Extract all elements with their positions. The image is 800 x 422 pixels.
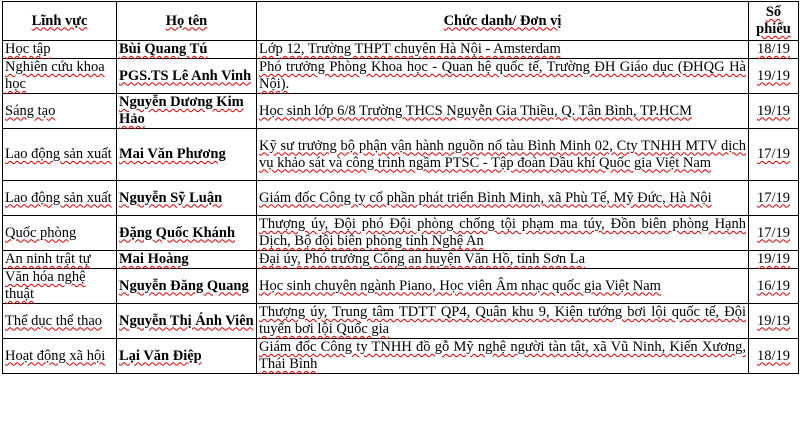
cell-name [117, 269, 257, 304]
table-row [3, 181, 799, 216]
cell-title-text: Thượng úy, Trung tâm TDTT QP4, Quân khu 9, Kiện tướng bơi lội quốc tế, Đội tuyển bơi lội Quốc gia [259, 304, 746, 337]
cell-field [3, 216, 117, 251]
awards-table [2, 1, 799, 374]
cell-field [3, 94, 117, 129]
table-row [3, 59, 799, 94]
cell-field [3, 59, 117, 94]
cell-votes [749, 216, 799, 251]
cell-votes [749, 339, 799, 374]
table-row [3, 41, 799, 59]
cell-name [117, 216, 257, 251]
cell-votes [749, 304, 799, 339]
cell-votes [749, 41, 799, 59]
cell-name-text: Nguyễn Thị Ánh Viên [119, 312, 254, 329]
cell-title [257, 181, 749, 216]
cell-votes-text: 19/19 [756, 102, 791, 119]
cell-name [117, 41, 257, 59]
cell-name-text: Lại Văn Điệp [119, 347, 202, 364]
cell-field-text: Lao động sản xuất [5, 146, 112, 162]
table-row [3, 129, 799, 181]
cell-votes-text: 17/19 [756, 146, 791, 162]
cell-title-text: Học sinh lớp 6/8 Trường THCS Nguyễn Gia Thiều, Q. Tân Bình, TP.HCM [259, 102, 692, 119]
cell-votes [749, 59, 799, 94]
cell-field [3, 251, 117, 269]
cell-field-text: Thể dục thể thao [5, 312, 103, 329]
cell-name [117, 181, 257, 216]
cell-votes-text: 18/19 [756, 347, 791, 364]
cell-name-text: Nguyễn Sỹ Luận [119, 189, 223, 206]
cell-field-text: Lao động sản xuất [5, 189, 112, 206]
cell-votes-text: 19/19 [756, 251, 791, 267]
header-votes: Số phiếu [749, 2, 799, 41]
cell-field [3, 181, 117, 216]
cell-votes-text: 19/19 [756, 312, 791, 329]
cell-name [117, 251, 257, 269]
cell-title [257, 304, 749, 339]
cell-title [257, 59, 749, 94]
cell-title-text: Kỹ sư trưởng bộ phận vận hành nguồn nổ tàu Bình Minh 02, Cty TNHH MTV dịch vụ khảo sát và công trình ngầm PTSC - Tập đoàn Dầu khí Quốc gia Việt Nam [259, 137, 746, 171]
cell-name-text: Mai Hoàng [119, 251, 189, 267]
cell-votes-text: 17/19 [756, 189, 791, 206]
cell-name-text: Bùi Quang Tú [119, 41, 208, 57]
table-row [3, 304, 799, 339]
cell-field-text: Hoạt động xã hội [5, 347, 106, 364]
cell-title-text: Giám đốc Công ty TNHH đồ gỗ Mỹ nghệ người tàn tật, xã Vũ Ninh, Kiến Xương, Thái Bình [259, 339, 746, 372]
cell-votes [749, 251, 799, 269]
cell-name-text: PGS.TS Lê Anh Vinh [119, 67, 252, 84]
table-row [3, 216, 799, 251]
cell-votes [749, 181, 799, 216]
cell-field [3, 339, 117, 374]
cell-name-text: Đặng Quốc Khánh [119, 224, 236, 241]
cell-field [3, 41, 117, 59]
header-field: Lĩnh vực [3, 2, 117, 41]
cell-votes-text: 18/19 [756, 41, 791, 57]
cell-name [117, 129, 257, 181]
cell-name-text: Nguyễn Đăng Quang [119, 277, 249, 294]
table-row [3, 339, 799, 374]
cell-field-text: Sáng tạo [5, 102, 56, 119]
cell-field [3, 304, 117, 339]
cell-name [117, 339, 257, 374]
cell-field-text: Quốc phòng [5, 224, 77, 241]
table-row [3, 251, 799, 269]
cell-votes [749, 269, 799, 304]
table-row [3, 94, 799, 129]
cell-votes [749, 94, 799, 129]
cell-name [117, 94, 257, 129]
cell-name-text: Mai Văn Phương [119, 146, 226, 162]
cell-title [257, 339, 749, 374]
cell-title-text: Lớp 12, Trường THPT chuyên Hà Nội - Amsterdam [259, 41, 561, 57]
cell-field [3, 129, 117, 181]
cell-votes-text: 17/19 [756, 224, 791, 241]
header-row [3, 2, 799, 41]
cell-title [257, 129, 749, 181]
cell-field [3, 269, 117, 304]
table-row [3, 269, 799, 304]
cell-field-text: Nghiên cứu khoa học [5, 59, 105, 92]
header-name: Họ tên [117, 2, 257, 41]
cell-votes-text: 16/19 [756, 277, 791, 294]
cell-title [257, 216, 749, 251]
cell-title-text: Thượng úy, Đội phó Đội phòng chống tội phạm ma túy, Đồn biên phòng Hạnh Dịch, Bộ đội biên phòng tỉnh Nghệ An [259, 216, 746, 249]
cell-votes-text: 19/19 [756, 67, 791, 84]
cell-title-text: Giám đốc Công ty cổ phần phát triển Bình Minh, xã Phù Tế, Mỹ Đức, Hà Nội [259, 189, 712, 206]
cell-title-text: Học sinh chuyên ngành Piano, Học viên Âm nhạc quốc gia Việt Nam [259, 277, 661, 294]
cell-title-text: Phó trưởng Phòng Khoa học - Quan hệ quốc tế, Trường ĐH Giáo dục (ĐHQG Hà Nội). [259, 59, 746, 92]
cell-field-text: Văn hóa nghệ thuật [5, 269, 86, 302]
cell-title [257, 251, 749, 269]
header-title: Chức danh/ Đơn vị [257, 2, 749, 41]
cell-votes [749, 129, 799, 181]
cell-field-text: An ninh trật tự [5, 251, 91, 267]
cell-name-text: Nguyễn Dương Kim Hảo [119, 94, 244, 127]
cell-title [257, 269, 749, 304]
cell-name [117, 59, 257, 94]
cell-name [117, 304, 257, 339]
cell-title [257, 94, 749, 129]
cell-title [257, 41, 749, 59]
cell-title-text: Đại úy, Phó trưởng Công an huyện Văn Hồ, tỉnh Sơn La [259, 251, 586, 267]
cell-field-text: Học tập [5, 41, 51, 57]
